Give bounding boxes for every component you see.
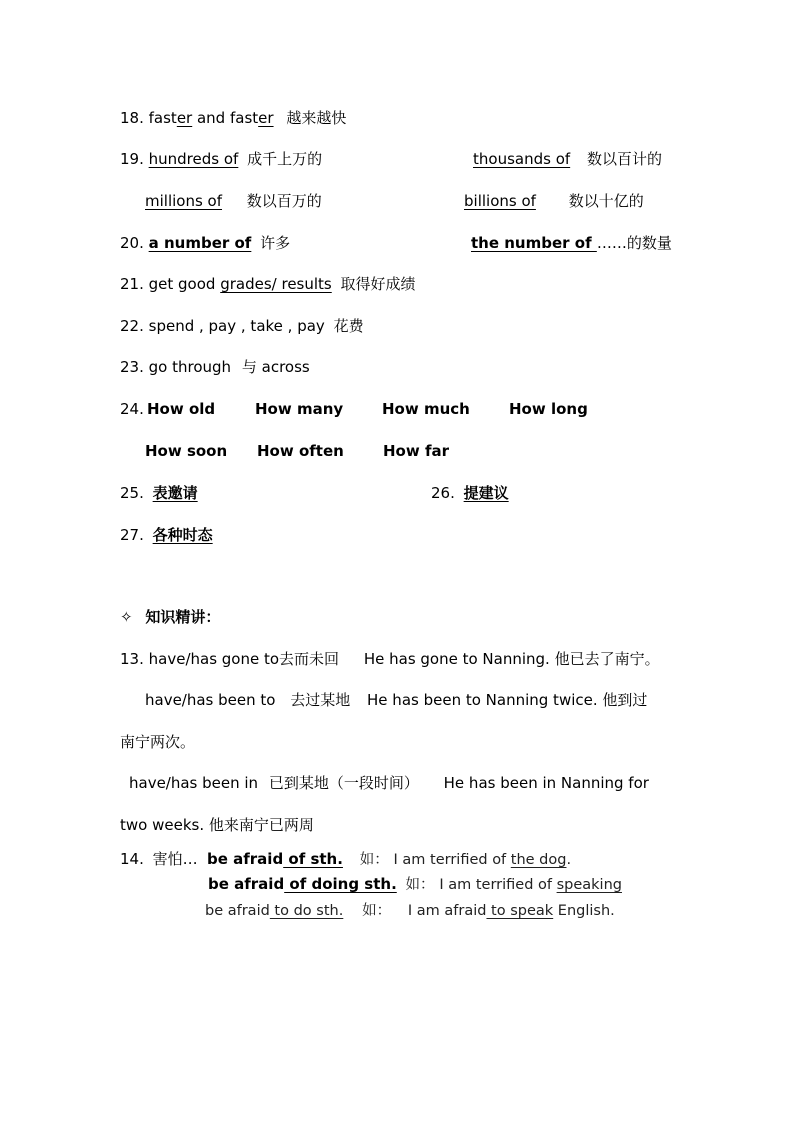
item-number: 27. — [120, 526, 144, 544]
chinese-meaning: 越来越快 — [286, 109, 347, 127]
phrase-en: have/has gone to — [148, 650, 280, 668]
example-underlined: to speak — [486, 903, 554, 919]
item-20 — [120, 233, 290, 253]
k13-line2 — [145, 690, 647, 710]
example-en: He has been in Nanning for — [443, 774, 649, 792]
phrase-en: billions of — [464, 192, 536, 210]
item-18 — [120, 108, 346, 128]
item-number: 19. — [120, 150, 144, 168]
topic-cn: 提建议 — [463, 484, 509, 502]
example-cn: 他来南宁已两周 — [208, 816, 314, 834]
example-en: I am terrified of — [439, 877, 557, 893]
phrase-en: have/has been to — [145, 691, 276, 709]
phrase-part: and fast — [192, 109, 259, 127]
chinese-meaning: 数以百万的 — [246, 192, 322, 210]
chinese-meaning: 数以十亿的 — [568, 192, 644, 210]
phrase-en: go through — [148, 358, 232, 376]
topic-cn: 各种时态 — [152, 526, 213, 544]
question-word: How often — [257, 442, 344, 460]
item-number: 25. — [120, 484, 144, 502]
item-20-col2 — [471, 233, 672, 253]
example-en: two weeks. — [120, 816, 205, 834]
chinese-meaning: 许多 — [260, 234, 291, 252]
underlined-suffix: er — [258, 109, 274, 127]
item-number: 23. — [120, 358, 144, 376]
example-en: He has gone to Nanning. — [363, 650, 550, 668]
phrase-en-underlined: of sth. — [283, 850, 343, 868]
chinese-meaning: 已到某地（一段时间） — [268, 774, 419, 792]
phrase-en: hundreds of — [148, 150, 239, 168]
item-26 — [431, 483, 509, 503]
question-word: How many — [255, 400, 344, 418]
example-en: . — [566, 852, 572, 868]
example-underlined: the dog — [510, 852, 567, 868]
item-19-col2-row2 — [464, 191, 644, 211]
item-19-row2 — [145, 191, 322, 211]
k14-row2 — [208, 874, 622, 895]
phrase-en: spend , pay , take , pay — [148, 317, 325, 335]
example-en: English. — [553, 903, 615, 919]
phrase-en: be afraid — [205, 903, 270, 919]
phrase-en: be afraid — [208, 875, 285, 893]
chinese-meaning: 去过某地 — [290, 691, 351, 709]
section-title: 知识精讲： — [145, 608, 221, 626]
chinese-meaning: 成千上万的 — [247, 150, 323, 168]
phrase-en-underlined: of doing sth. — [284, 875, 397, 893]
k14-row1 — [207, 849, 571, 870]
example-marker: 如： — [362, 903, 392, 919]
item-number: 14. — [120, 850, 144, 868]
question-word: How soon — [145, 442, 228, 460]
phrase-en: a number of — [148, 234, 252, 252]
example-cn: 他到过 — [602, 691, 648, 709]
phrase-en: grades/ results — [220, 275, 332, 293]
item-number: 24. — [120, 400, 144, 418]
k13-line1 — [120, 649, 660, 669]
phrase-en-underlined: to do sth. — [269, 903, 344, 919]
chinese-meaning: 花费 — [333, 317, 364, 335]
topic-cn: 表邀请 — [152, 484, 198, 502]
item-number: 18. — [120, 109, 144, 127]
item-number: 13. — [120, 650, 144, 668]
phrase-en: across — [261, 358, 310, 376]
item-number: 26. — [431, 484, 455, 502]
phrase-en: millions of — [145, 192, 223, 210]
chinese-meaning: 数以百计的 — [586, 150, 662, 168]
item-24-row1 — [120, 399, 144, 419]
example-en: I am terrified of — [393, 852, 511, 868]
chinese-connector: 与 — [241, 358, 257, 376]
item-23 — [120, 357, 310, 377]
example-cn-wrap: 南宁两次。 — [120, 733, 196, 751]
k14-row3 — [205, 900, 615, 921]
example-underlined: speaking — [556, 877, 622, 893]
k13-line3 — [129, 773, 649, 793]
question-word: How much — [382, 400, 470, 418]
question-word: How long — [509, 400, 588, 418]
phrase-part: fast — [148, 109, 177, 127]
phrase-en: thousands of — [473, 150, 571, 168]
example-en: I am afraid — [407, 903, 487, 919]
item-25 — [120, 483, 198, 503]
item-21 — [120, 274, 416, 294]
chinese-meaning: 去而未回 — [279, 650, 340, 668]
item-number: 20. — [120, 234, 144, 252]
item-number: 21. — [120, 275, 144, 293]
k13-line3-wrap — [120, 815, 314, 835]
diamond-bullet-icon: ✧ — [120, 608, 133, 626]
question-word: How far — [383, 442, 449, 460]
k14-line1 — [120, 849, 198, 869]
item-27 — [120, 525, 213, 545]
item-19-col2 — [473, 149, 662, 169]
item-22 — [120, 316, 364, 336]
phrase-en: the number of — [471, 234, 597, 252]
item-number: 22. — [120, 317, 144, 335]
phrase-en: have/has been in — [129, 774, 259, 792]
example-marker: 如： — [359, 852, 389, 868]
example-marker: 如： — [405, 877, 435, 893]
item-19-row1 — [120, 149, 322, 169]
question-word: How old — [147, 400, 216, 418]
chinese-meaning: ……的数量 — [596, 234, 672, 252]
example-cn: 他已去了南宁。 — [554, 650, 660, 668]
chinese-meaning: 取得好成绩 — [340, 275, 416, 293]
phrase-en: be afraid — [207, 850, 284, 868]
underlined-suffix: er — [176, 109, 193, 127]
example-en: He has been to Nanning twice. — [367, 691, 598, 709]
section-heading — [120, 607, 220, 627]
phrase-part: get good — [148, 275, 221, 293]
chinese-meaning: 害怕… — [152, 850, 198, 868]
